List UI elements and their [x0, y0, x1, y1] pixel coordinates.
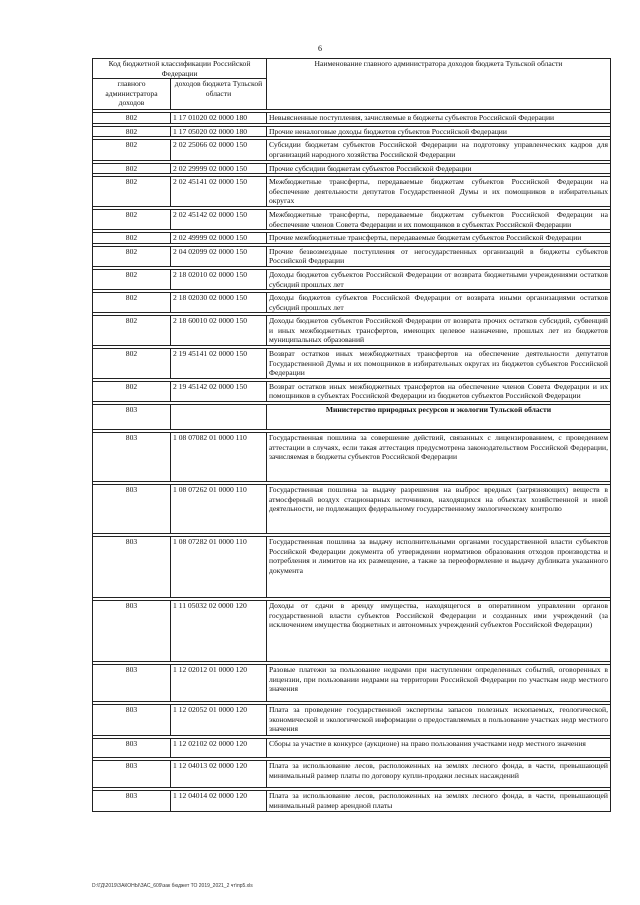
admin-code-cell: 802	[93, 316, 171, 346]
income-code-cell: 1 08 07082 01 0000 110	[171, 433, 267, 482]
income-code-cell: 1 17 01020 02 0000 180	[171, 113, 267, 124]
table-row	[93, 209, 611, 229]
income-name-cell: Прочие субсидии бюджетам субъектов Российской Федерации	[267, 163, 611, 174]
admin-code-cell: 802	[93, 246, 171, 266]
income-name-cell: Доходы от сдачи в аренду имущества, находящегося в оперативном управлении органов государственной власти субъектов Российской Федерации и созданных ими учреждений (за исключением имущества бюджетных и автономных учреждений субъектов Российской Федерации)	[267, 601, 611, 662]
income-name-cell: Прочие межбюджетные трансферты, передаваемые бюджетам субъектов Российской Федерации	[267, 233, 611, 244]
table-row	[93, 140, 611, 160]
table-row	[93, 433, 611, 482]
table-row	[93, 316, 611, 346]
table-row	[93, 601, 611, 662]
income-code-cell: 1 12 02052 01 0000 120	[171, 705, 267, 736]
table-row	[93, 126, 611, 137]
income-name-cell: Доходы бюджетов субъектов Российской Федерации от возврата бюджетными учреждениями остатков субсидий прошлых лет	[267, 269, 611, 289]
table-row	[93, 177, 611, 207]
income-code-cell: 2 02 49999 02 0000 150	[171, 233, 267, 244]
admin-code-cell: 802	[93, 163, 171, 174]
table-row	[93, 537, 611, 598]
income-name-cell: Субсидии бюджетам субъектов Российской Федерации на подготовку управленческих кадров для организаций народного хозяйства Российской Федерации	[267, 140, 611, 160]
admin-code-cell: 802	[93, 140, 171, 160]
income-name-cell: Государственная пошлина за выдачу разрешения на выброс вредных (загрязняющих) веществ в атмосферный воздух стационарных источников, находящихся на объектах хозяйственной и иной деятельности, не подлежащих федеральному государственному экологическому контролю	[267, 485, 611, 534]
income-name-cell: Государственная пошлина за выдачу исполнительными органами государственной власти субъектов Российской Федерации документа об утверждении нормативов образования отходов производства и потребления и лимитов на их размещение, а также за переоформление и выдачу дубликата указанного документа	[267, 537, 611, 598]
section-title: Министерство природных ресурсов и экологии Тульской области	[267, 405, 611, 430]
income-code-cell: 2 18 02030 02 0000 150	[171, 293, 267, 313]
income-code-cell: 2 02 45142 02 0000 150	[171, 209, 267, 229]
income-code-cell: 1 12 02012 01 0000 120	[171, 665, 267, 702]
table-row	[93, 269, 611, 289]
income-code-cell: 2 18 02010 02 0000 150	[171, 269, 267, 289]
admin-code-cell: 802	[93, 126, 171, 137]
income-code-cell: 1 12 02102 02 0000 120	[171, 739, 267, 758]
income-name-cell: Доходы бюджетов субъектов Российской Федерации от возврата прочих остатков субсидий, субвенций и иных межбюджетных трансфертов, имеющих целевое назначение, прошлых лет из бюджетов муниципальных образований	[267, 316, 611, 346]
income-code-cell: 2 02 29999 02 0000 150	[171, 163, 267, 174]
admin-code-cell: 802	[93, 233, 171, 244]
income-code-cell: 2 02 25066 02 0000 150	[171, 140, 267, 160]
income-code-cell: 1 11 05032 02 0000 120	[171, 601, 267, 662]
section-empty-cell	[171, 405, 267, 430]
file-path-footer: D:\ГД\2019\ЗАКОНЫ\ЗАС_609\зак бюджет ТО 2019_2021_2 чт\пр5.xls	[92, 883, 253, 889]
income-name-cell: Доходы бюджетов субъектов Российской Федерации от возврата иными организациями остатков субсидий прошлых лет	[267, 293, 611, 313]
income-code-cell: 2 19 45142 02 0000 150	[171, 381, 267, 401]
admin-code-cell: 803	[93, 791, 171, 812]
table-row	[93, 761, 611, 788]
admin-code-cell: 803	[93, 485, 171, 534]
admin-code-cell: 803	[93, 601, 171, 662]
income-code-cell: 2 02 45141 02 0000 150	[171, 177, 267, 207]
income-name-cell: Плата за использование лесов, расположенных на землях лесного фонда, в части, превышающей минимальный размер платы по договору купли-продажи лесных насаждений	[267, 761, 611, 788]
header-code-group: Код бюджетной классификации Российской Федерации	[93, 59, 267, 79]
header-name-column: Наименование главного администратора доходов бюджета Тульской области	[267, 59, 611, 110]
income-name-cell: Межбюджетные трансферты, передаваемые бюджетам субъектов Российской Федерации на обеспечение деятельности депутатов Государственной Думы и их помощников в избирательных округах	[267, 177, 611, 207]
income-name-cell: Возврат остатков иных межбюджетных трансфертов на обеспечение членов Совета Федерации и их помощников в субъектах Российской Федерации из бюджетов субъектов Российской Федерации	[267, 381, 611, 401]
income-code-cell: 1 08 07262 01 0000 110	[171, 485, 267, 534]
income-code-cell: 1 17 05020 02 0000 180	[171, 126, 267, 137]
table-row	[93, 113, 611, 124]
admin-code-cell: 803	[93, 433, 171, 482]
income-name-cell: Межбюджетные трансферты, передаваемые бюджетам субъектов Российской Федерации на обеспечение членов Совета Федерации и их помощников в субъектах Российской Федерации	[267, 209, 611, 229]
header-admin-column: главного администратора доходов	[93, 79, 171, 110]
budget-classification-table	[92, 58, 611, 812]
admin-code-cell: 803	[93, 665, 171, 702]
table-row	[93, 791, 611, 812]
income-code-cell: 1 12 04014 02 0000 120	[171, 791, 267, 812]
income-name-cell: Прочие неналоговые доходы бюджетов субъектов Российской Федерации	[267, 126, 611, 137]
admin-code-cell: 802	[93, 209, 171, 229]
table-row	[93, 163, 611, 174]
income-name-cell: Разовые платежи за пользование недрами при наступлении определенных событий, оговоренных в лицензии, при пользовании недрами на территории Российской Федерации по участкам недр местного значения	[267, 665, 611, 702]
section-admin-cell: 803	[93, 405, 171, 430]
table-row	[93, 665, 611, 702]
table-row	[93, 705, 611, 736]
income-code-cell: 1 08 07282 01 0000 110	[171, 537, 267, 598]
income-code-cell: 1 12 04013 02 0000 120	[171, 761, 267, 788]
table-row	[93, 381, 611, 401]
admin-code-cell: 802	[93, 269, 171, 289]
income-name-cell: Возврат остатков иных межбюджетных трансфертов на обеспечение деятельности депутатов Государственной Думы и их помощников в избирательных округах из бюджетов субъектов Российской Федерации	[267, 349, 611, 379]
income-name-cell: Сборы за участие в конкурсе (аукционе) на право пользования участками недр местного значения	[267, 739, 611, 758]
income-name-cell: Невыясненные поступления, зачисляемые в бюджеты субъектов Российской Федерации	[267, 113, 611, 124]
income-code-cell: 2 18 60010 02 0000 150	[171, 316, 267, 346]
section-row	[93, 405, 611, 430]
admin-code-cell: 802	[93, 113, 171, 124]
table-row	[93, 349, 611, 379]
income-name-cell: Плата за использование лесов, расположенных на землях лесного фонда, в части, превышающей минимальный размер арендной платы	[267, 791, 611, 812]
table-row	[93, 485, 611, 534]
table-row	[93, 246, 611, 266]
table-row	[93, 293, 611, 313]
admin-code-cell: 802	[93, 381, 171, 401]
admin-code-cell: 802	[93, 349, 171, 379]
table-header-row	[93, 59, 611, 79]
admin-code-cell: 802	[93, 293, 171, 313]
income-name-cell: Государственная пошлина за совершение действий, связанных с лицензированием, с проведением аттестации в случаях, если такая аттестация предусмотрена законодательством Российской Федерации, зачисляемая в бюджеты субъектов Российской Федерации	[267, 433, 611, 482]
table-row	[93, 233, 611, 244]
income-name-cell: Плата за проведение государственной экспертизы запасов полезных ископаемых, геологической, экономической и экологической информации о предоставляемых в пользование участках недр местного значения	[267, 705, 611, 736]
admin-code-cell: 803	[93, 537, 171, 598]
header-income-column: доходов бюджета Тульской области	[171, 79, 267, 110]
admin-code-cell: 803	[93, 705, 171, 736]
table-row	[93, 739, 611, 758]
admin-code-cell: 803	[93, 761, 171, 788]
income-code-cell: 2 19 45141 02 0000 150	[171, 349, 267, 379]
page-number: 6	[318, 44, 322, 53]
income-name-cell: Прочие безвозмездные поступления от негосударственных организаций в бюджеты субъектов Российской Федерации	[267, 246, 611, 266]
admin-code-cell: 802	[93, 177, 171, 207]
income-code-cell: 2 04 02099 02 0000 150	[171, 246, 267, 266]
admin-code-cell: 803	[93, 739, 171, 758]
